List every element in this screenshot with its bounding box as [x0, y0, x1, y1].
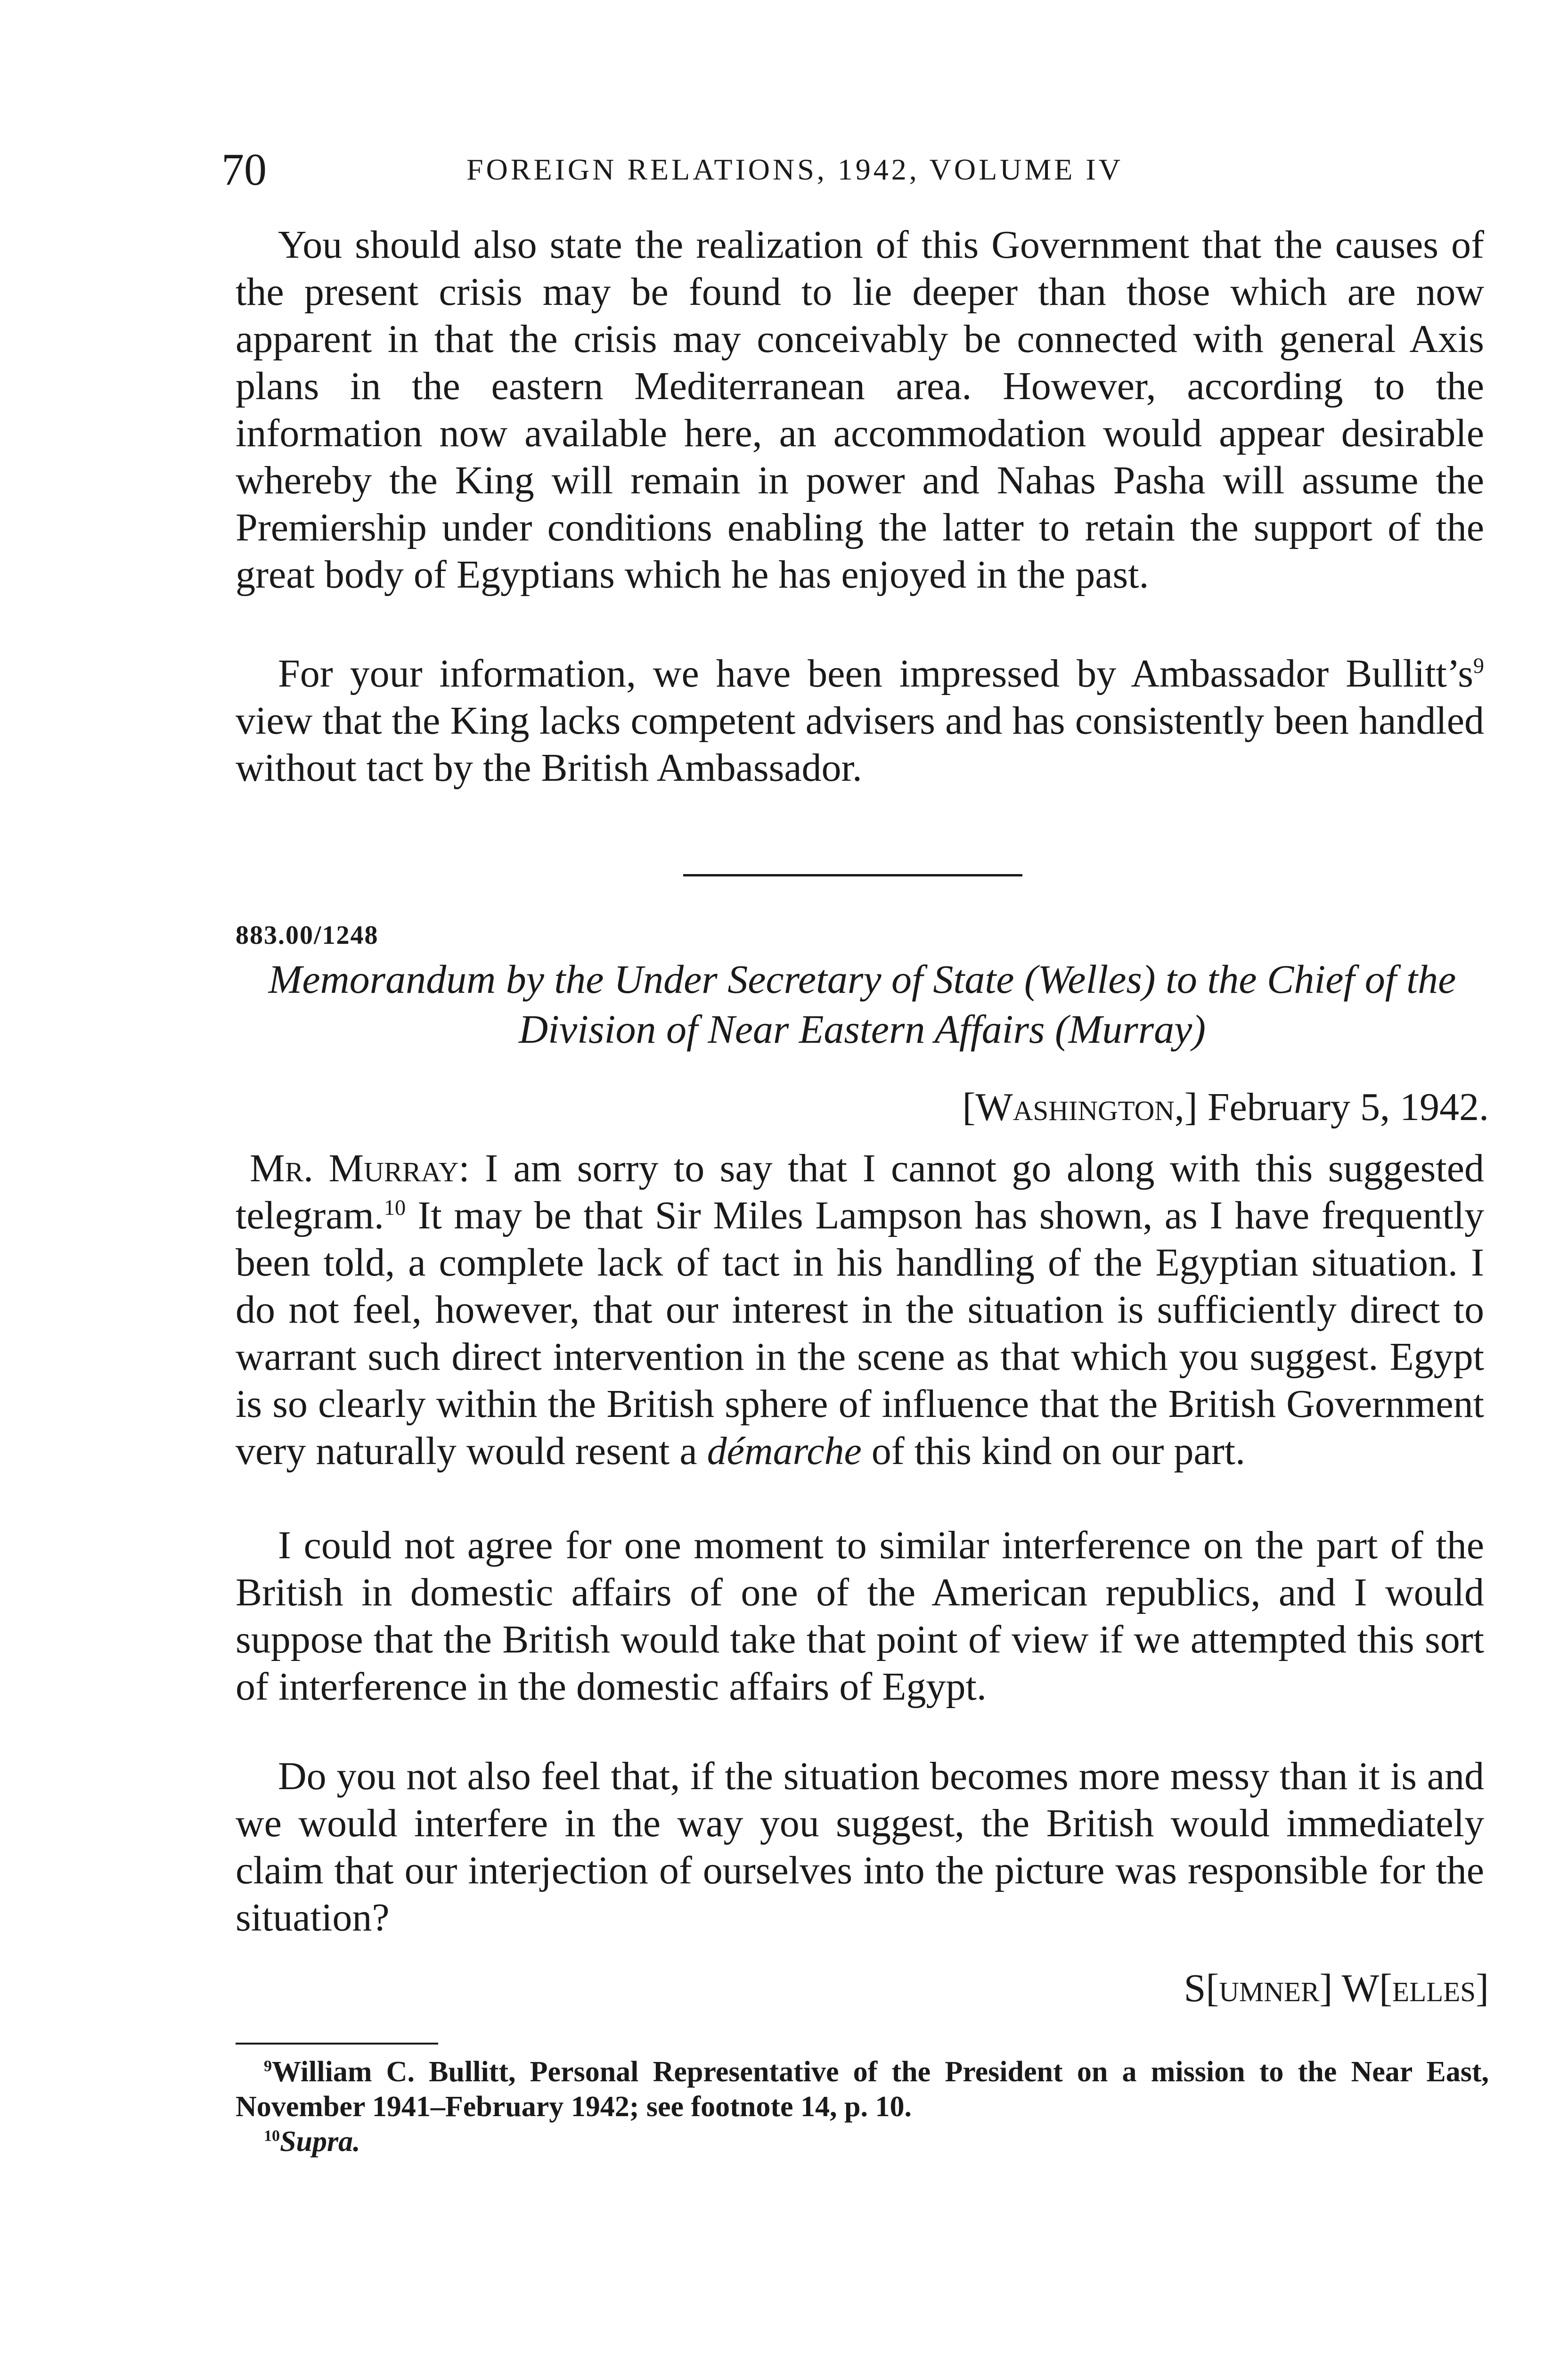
file-number: 883.00/1248 — [236, 921, 379, 950]
memo-paragraph-1-text: I am sorry to say that I cannot go along with this suggested telegram. — [236, 1146, 1484, 1237]
footnote-mark-10: 10 — [264, 2127, 280, 2145]
footnote-ref-9: 9 — [1473, 654, 1484, 678]
paragraph-bullitt-text: For your information, we have been impressed by Ambassador Bullitt’s — [278, 652, 1473, 695]
footnote-9 — [236, 2054, 1489, 2124]
footnote-mark-9: 9 — [264, 2057, 272, 2075]
paragraph-bullitt — [236, 650, 1484, 792]
footnote-10-text: Supra. — [280, 2126, 360, 2158]
footnote-ref-10: 10 — [384, 1195, 406, 1219]
memo-paragraph-1 — [236, 1145, 1484, 1475]
running-title: FOREIGN RELATIONS, 1942, VOLUME IV — [466, 153, 1123, 186]
footnote-divider — [236, 2043, 438, 2045]
date-place: [Washington,] — [962, 1085, 1198, 1129]
dateline — [236, 1084, 1489, 1131]
italic-term: démarche — [707, 1429, 862, 1473]
running-head — [221, 141, 1258, 198]
memo-paragraph-3: Do you not also feel that, if the situation becomes more messy than it is and we would interfere in the way you suggest, the British would immediately claim that our interjection of ourselves into the picture was responsible for the situation? — [236, 1754, 1484, 1939]
salutation: Mr. Murray: — [250, 1146, 470, 1190]
section-divider — [683, 874, 1022, 876]
document-title: Memorandum by the Under Secretary of State (Welles) to the Chief of the Division of Near Eastern Affairs (Murray) — [268, 957, 1456, 1052]
footnote-9-text: William C. Bullitt, Personal Representative of the President on a mission to the Near East, November 1941–February 1942; see footnote 14, p. 10. — [236, 2056, 1489, 2123]
memo-paragraph-1-text-cont: It may be that Sir Miles Lampson has shown, as I have frequently been told, a complete lack of tact in his handling of the Egyptian situation. I do not feel, however, that our interest in the situation is sufficiently direct to warrant such direct intervention in the scene as that which you suggest. Egypt is so clearly within the British sphere of influence that the British Government very naturally would resent a — [236, 1194, 1484, 1473]
signature — [236, 1965, 1489, 2012]
memo-paragraph-1-text-end: of this kind on our part. — [861, 1429, 1246, 1473]
memo-paragraph-2: I could not agree for one moment to similar interference on the part of the British in domestic affairs of one of the American republics, and I would suppose that the British would take that point of view if we attempted this sort of interference in the domestic affairs of Egypt. — [236, 1523, 1484, 1709]
paragraph-bullitt-text-cont: view that the King lacks competent advisers and has consistently been handled without tact by the British Ambassador. — [236, 699, 1484, 790]
page-number: 70 — [221, 144, 267, 195]
footnote-10 — [236, 2124, 1489, 2159]
signature-text: S[umner] W[elles] — [1184, 1966, 1489, 2010]
paragraph-realization: You should also state the realization of this Government that the causes of the present crisis may be found to lie deeper than those which are now apparent in that the crisis may conceivably be connected with general Axis plans in the eastern Mediterranean area. However, according to the information now available here, an accommodation would appear desirable whereby the King will remain in power and Nahas Pasha will assume the Premiership under conditions enabling the latter to retain the support of the great body of Egyptians which he has enjoyed in the past. — [236, 223, 1484, 597]
date: February 5, 1942. — [1207, 1085, 1489, 1129]
